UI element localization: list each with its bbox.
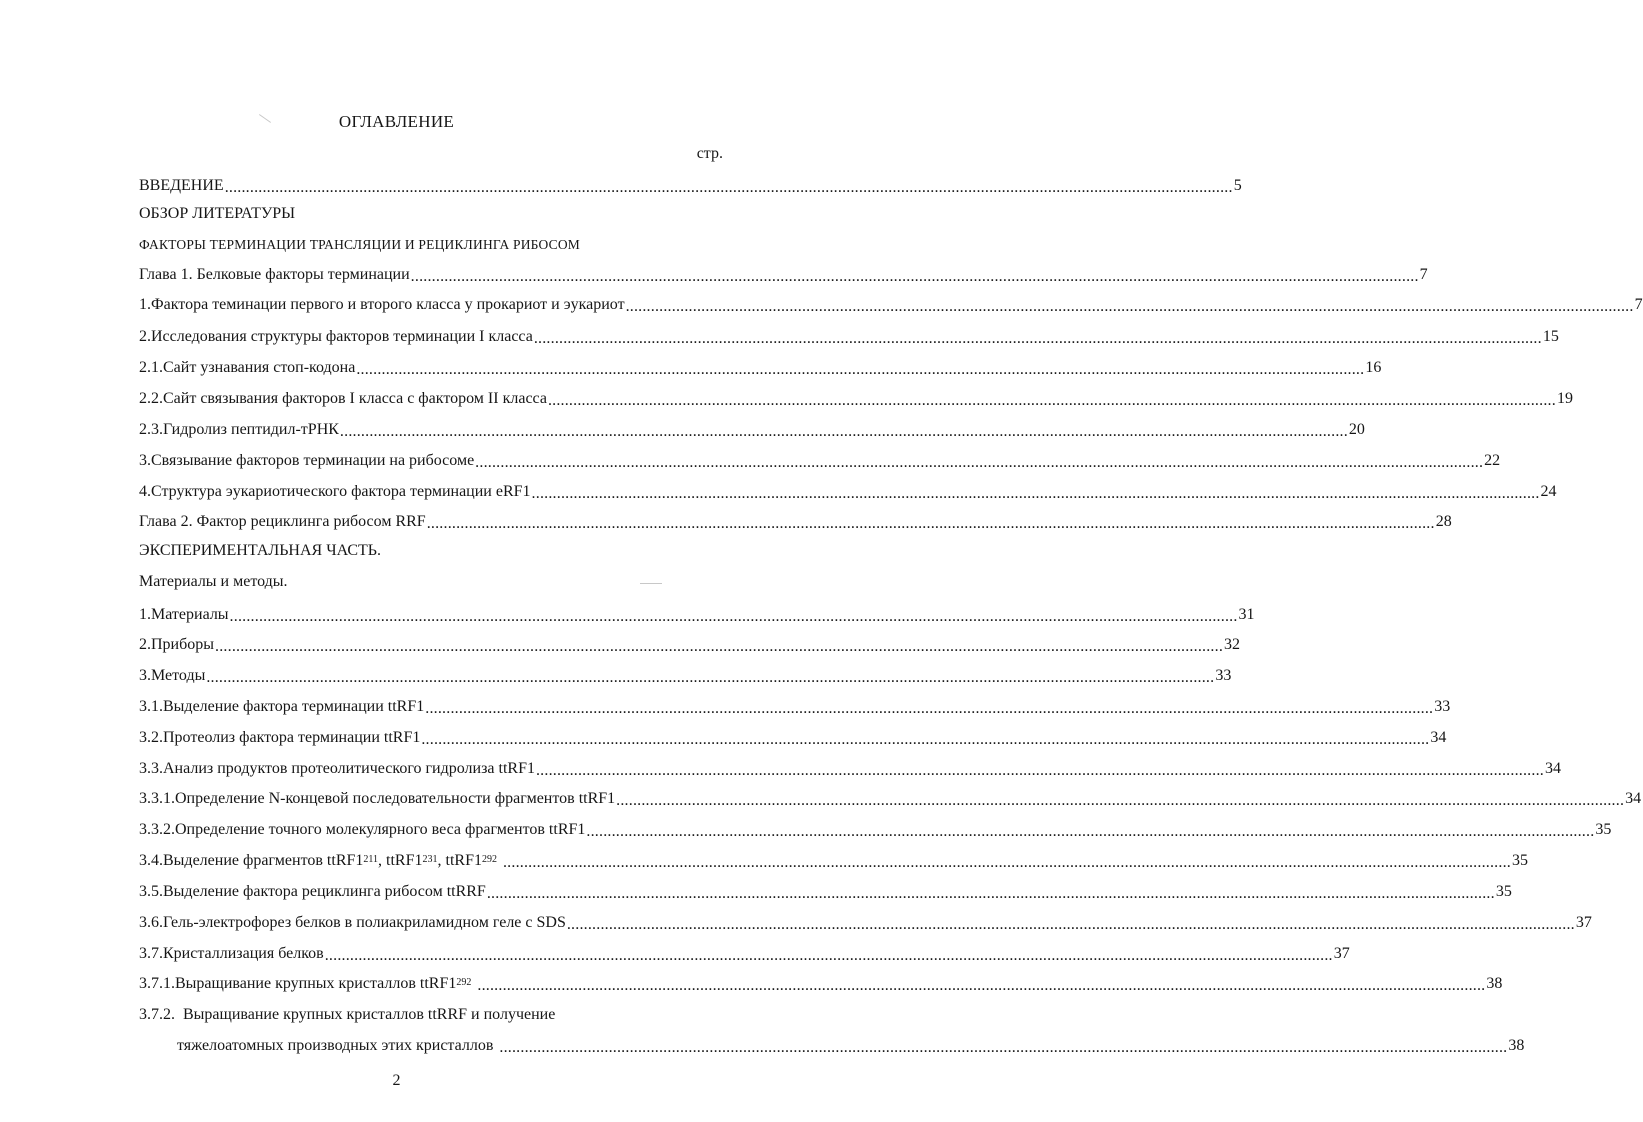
superscript: 211 (363, 854, 379, 865)
toc-entry-page: 19 (1556, 390, 1573, 407)
dot-leader (477, 978, 1485, 994)
toc-entry-text: Структура эукариотического фактора терминации eRF1 (151, 483, 531, 500)
toc-entry-text: Анализ продуктов протеолитического гидролиза ttRF1 (163, 760, 535, 777)
toc-entry-3[interactable] (139, 449, 1501, 471)
toc-entry-page: 16 (1365, 359, 1382, 376)
toc-entry-chapter-2[interactable] (139, 510, 1452, 532)
toc-entry-m3-3-2[interactable] (139, 818, 1612, 840)
toc-entry-text: Сайт связывания факторов I класса с фактором II класса (163, 390, 547, 407)
dot-leader (356, 362, 1364, 378)
toc-entry-page: 31 (1238, 606, 1255, 623)
dot-leader (427, 516, 1435, 532)
toc-entry-number: 2.3. (139, 421, 163, 438)
toc-entry-2-3[interactable] (139, 418, 1365, 440)
dot-leader (425, 701, 1433, 717)
toc-entry-page: 33 (1434, 698, 1451, 715)
toc-entry-number: 3.7. (139, 945, 163, 962)
dot-leader (536, 763, 1544, 779)
toc-entry-page: 20 (1348, 421, 1365, 438)
dot-leader (206, 670, 1214, 686)
toc-entry-page: 37 (1575, 914, 1592, 931)
toc-entry-page: 38 (1508, 1037, 1525, 1054)
toc-entry-text (175, 974, 471, 994)
toc-entry-m3-3[interactable] (139, 757, 1561, 779)
toc-entry-text: Фактора теминации первого и второго класса у прокариот и эукариот (151, 296, 625, 313)
toc-entry-number: 3.2. (139, 729, 163, 746)
toc-entry-text: Определение точного молекулярного веса фрагментов ttRF1 (175, 821, 586, 838)
scan-speck (640, 583, 662, 584)
toc-entry-text: Глава 2. Фактор рециклинга рибосом RRF (139, 513, 426, 530)
toc-entry-page: 38 (1486, 975, 1503, 992)
heading-experimental: ЭКСПЕРИМЕНТАЛЬНАЯ ЧАСТЬ. (139, 542, 381, 559)
toc-entry-number: 2.2. (139, 390, 163, 407)
toc-entry-m3-6[interactable] (139, 911, 1592, 933)
toc-entry-text: Методы (151, 667, 206, 684)
toc-title: ОГЛАВЛЕНИЕ (338, 112, 455, 131)
toc-entry-number: 3.3. (139, 760, 163, 777)
toc-entry-page: 28 (1435, 513, 1452, 530)
toc-entry-page: 35 (1595, 821, 1612, 838)
toc-entry-number: 1. (139, 606, 151, 623)
dot-leader (340, 424, 1348, 440)
toc-entry-number: 3.7.1. (139, 975, 175, 992)
toc-entry-text-part: Выращивание крупных кристаллов ttRF1 (175, 975, 457, 992)
toc-entry-2[interactable] (139, 325, 1559, 347)
toc-entry-number: 3. (139, 667, 151, 684)
superscript: 292 (456, 977, 472, 988)
toc-entry-m1[interactable] (139, 603, 1255, 625)
toc-entry-number: 3.5. (139, 883, 163, 900)
toc-entry-text: Протеолиз фактора терминации ttRF1 (163, 729, 421, 746)
toc-entry-m3-7-2-continuation[interactable] (177, 1034, 1525, 1056)
heading-subtitle: ФАКТОРЫ ТЕРМИНАЦИИ ТРАНСЛЯЦИИ И РЕЦИКЛИНГА РИБОСОМ (139, 237, 580, 252)
toc-entry-number: 2. (139, 328, 151, 345)
toc-entry-page: 5 (1233, 177, 1242, 194)
toc-entry-page: 35 (1495, 883, 1512, 900)
dot-leader (626, 299, 1634, 315)
toc-entry-page: 33 (1215, 667, 1232, 684)
toc-entry-2-1[interactable] (139, 356, 1382, 378)
toc-entry-m2[interactable] (139, 633, 1241, 655)
toc-entry-page: 7 (1634, 296, 1643, 313)
toc-entry-m3-7[interactable] (139, 942, 1350, 964)
dot-leader (225, 180, 1233, 196)
toc-entry-page: 22 (1484, 452, 1501, 469)
dot-leader (532, 486, 1540, 502)
toc-entry-m3-7-1[interactable] (139, 972, 1503, 994)
toc-entry-page: 7 (1419, 266, 1428, 283)
dot-leader (215, 639, 1223, 655)
toc-entry-m3-1[interactable] (139, 695, 1451, 717)
toc-entry-page: 34 (1430, 729, 1447, 746)
toc-entry-page: 32 (1224, 636, 1241, 653)
toc-entry-page: 37 (1333, 945, 1350, 962)
toc-entry-text: Гидролиз пептидил-тРНК (163, 421, 339, 438)
toc-entry-text: Связывание факторов терминации на рибосоме (151, 452, 475, 469)
dot-leader (421, 732, 1429, 748)
heading-materials-methods: Материалы и методы. (139, 573, 288, 590)
toc-entry-text: Выделение фактора рециклинга рибосом ttRRF (163, 883, 486, 900)
heading-review: ОБЗОР ЛИТЕРАТУРЫ (139, 205, 296, 222)
toc-entry-text-part: , ttRF1 (378, 852, 423, 869)
toc-entry-4[interactable] (139, 480, 1557, 502)
toc-entry-m3[interactable] (139, 664, 1232, 686)
toc-entry-m3-5[interactable] (139, 880, 1512, 902)
toc-entry-number: 3.3.2. (139, 821, 175, 838)
toc-entry-number: 1. (139, 296, 151, 313)
toc-entry-text: Выращивание крупных кристаллов ttRRF и получение (183, 1006, 556, 1023)
dot-leader (548, 393, 1556, 409)
toc-entry-page: 24 (1540, 483, 1557, 500)
dot-leader (499, 1040, 1507, 1056)
toc-entry-text: Выделение фактора терминации ttRF1 (163, 698, 425, 715)
toc-entry-page: 15 (1542, 328, 1559, 345)
page-column-label: стр. (696, 145, 723, 162)
dot-leader (487, 886, 1495, 902)
toc-entry-number: 3. (139, 452, 151, 469)
toc-entry-text: тяжелоатомных производных этих кристаллов (177, 1037, 494, 1054)
toc-entry-number: 2.1. (139, 359, 163, 376)
dot-leader (503, 855, 1511, 871)
toc-entry-text: Глава 1. Белковые факторы терминации (139, 266, 410, 283)
toc-entry-chapter-1[interactable] (139, 263, 1428, 285)
toc-entry-text: Приборы (151, 636, 215, 653)
toc-entry-text: Сайт узнавания стоп-кодона (163, 359, 356, 376)
toc-entry-number: 3.3.1. (139, 790, 175, 807)
page-number: 2 (392, 1072, 401, 1089)
dot-leader (230, 609, 1238, 625)
toc-entry-m3-3-1[interactable] (139, 787, 1642, 809)
toc-entry-page: 34 (1544, 760, 1561, 777)
toc-entry-text: Гель-электрофорез белков в полиакриламидном геле с SDS (163, 914, 566, 931)
dot-leader (325, 948, 1333, 964)
dot-leader (567, 917, 1575, 933)
toc-entry-number: 3.1. (139, 698, 163, 715)
toc-entry-text: Определение N-концевой последовательности фрагментов ttRF1 (175, 790, 616, 807)
toc-entry-text-part: Выделение фрагментов ttRF1 (163, 852, 364, 869)
superscript: 292 (481, 854, 497, 865)
toc-entry-1[interactable] (139, 293, 1643, 315)
toc-entry-m3-4[interactable] (139, 849, 1528, 871)
toc-entry-intro[interactable] (139, 174, 1242, 196)
toc-entry-page: 35 (1511, 852, 1528, 869)
toc-entry-text (163, 851, 497, 871)
toc-entry-number: 2. (139, 636, 151, 653)
toc-entry-2-2[interactable] (139, 387, 1573, 409)
dot-leader (616, 793, 1624, 809)
toc-entry-m3-2[interactable] (139, 726, 1447, 748)
toc-entry-number: 3.7.2. (139, 1006, 175, 1023)
dot-leader (411, 269, 1419, 285)
toc-entry-text: ВВЕДЕНИЕ (139, 177, 224, 194)
toc-entry-text: Материалы (151, 606, 229, 623)
toc-entry-number: 3.4. (139, 852, 163, 869)
dot-leader (534, 331, 1542, 347)
toc-entry-number: 4. (139, 483, 151, 500)
toc-entry-number: 3.6. (139, 914, 163, 931)
toc-entry-m3-7-2[interactable] (139, 1003, 724, 1025)
dot-leader (475, 455, 1483, 471)
toc-entry-text: Кристаллизация белков (163, 945, 324, 962)
toc-entry-text: Исследования структуры факторов терминации I класса (151, 328, 533, 345)
toc-entry-text-part: , ttRF1 (437, 852, 482, 869)
dot-leader (586, 824, 1594, 840)
superscript: 231 (422, 854, 438, 865)
toc-entry-page: 34 (1625, 790, 1642, 807)
